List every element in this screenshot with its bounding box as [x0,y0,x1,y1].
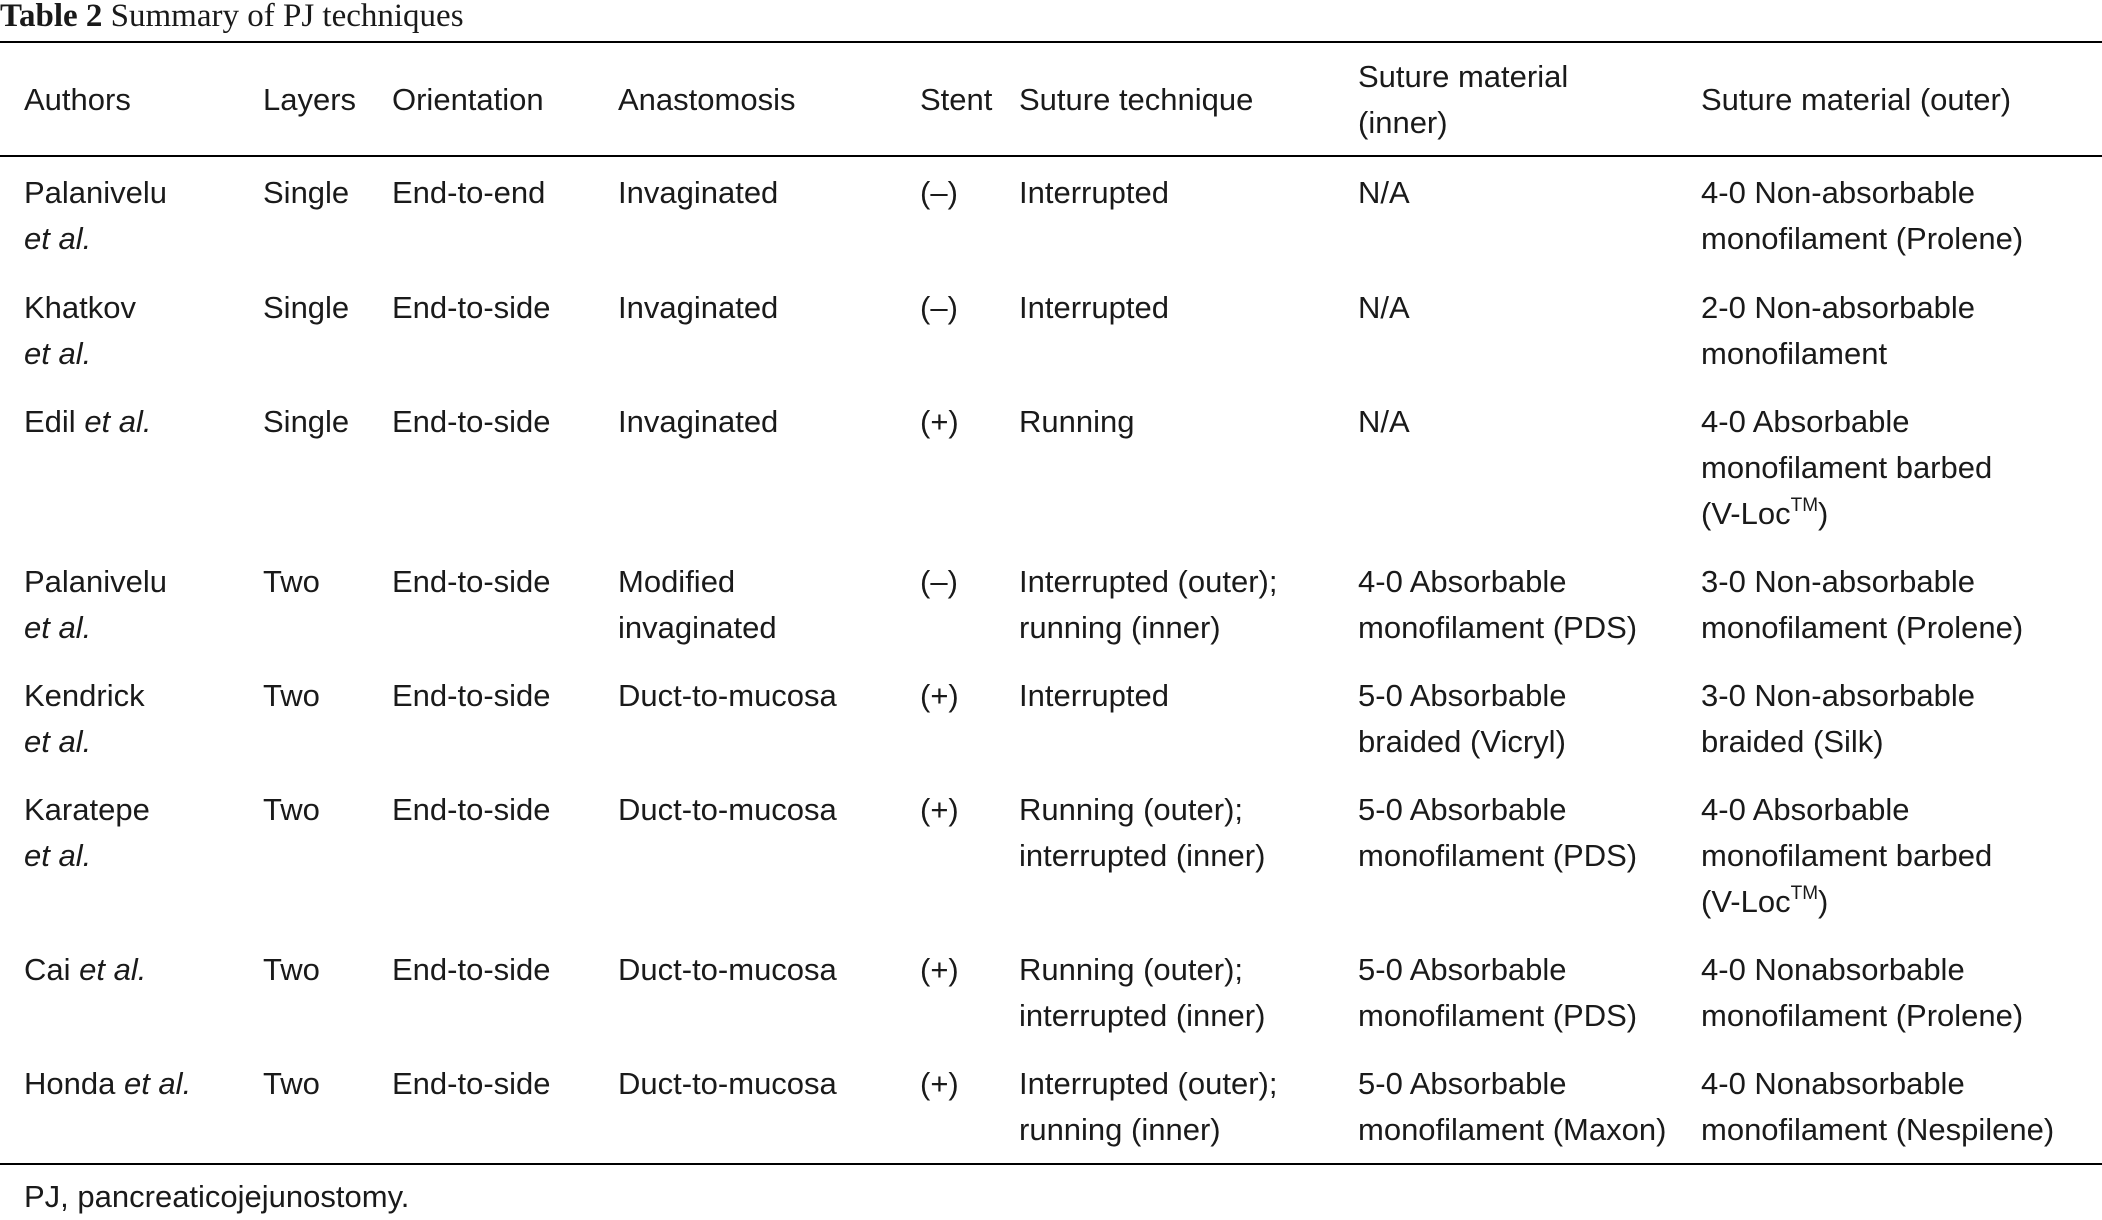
anastomosis-line: Duct-to-mucosa [618,952,837,987]
orientation-cell [392,947,551,993]
author-name: Honda [24,1066,124,1101]
suture-outer-line [1701,879,1992,925]
suture-technique-line: Interrupted [1019,678,1169,713]
table-footnote: PJ, pancreaticojejunostomy. [24,1179,410,1214]
suture-technique-line: interrupted (inner) [1019,998,1266,1033]
suture-outer-cell [1701,947,2023,1039]
layers-cell [263,399,349,445]
anastomosis-line: Invaginated [618,404,779,439]
suture-outer-cell [1701,399,1992,537]
orientation-value: End-to-side [392,564,551,599]
suture-inner-line: monofilament (Maxon) [1358,1112,1667,1147]
suture-inner-cell [1358,787,1637,879]
stent-cell [920,1061,959,1107]
layers-value: Two [263,952,320,987]
header-layers: Layers [263,82,357,117]
suture-technique-cell [1019,399,1134,445]
layers-value: Single [263,290,350,325]
suture-inner-line: 4-0 Absorbable [1358,564,1567,599]
suture-outer-line: monofilament barbed [1701,838,1993,873]
suture-outer-line: 2-0 Non-absorbable [1701,290,1976,325]
anastomosis-cell [618,1061,837,1107]
suture-outer-line: monofilament (Prolene) [1701,610,2024,645]
table-caption-title: Summary of PJ techniques [110,0,464,34]
author-etal: et al. [24,838,92,873]
anastomosis-line: invaginated [618,610,777,645]
header-stent: Stent [920,82,993,117]
suture-inner-line: monofilament (PDS) [1358,610,1638,645]
author-line [24,399,152,445]
closing-paren: ) [1818,496,1829,531]
layers-value: Single [263,404,350,439]
header-suture-outer: Suture material (outer) [1701,82,2012,117]
table-header-rule [0,155,2102,157]
orientation-cell [392,285,551,331]
orientation-cell [392,787,551,833]
suture-outer-line: 4-0 Absorbable [1701,792,1910,827]
suture-outer-cell [1701,673,1975,765]
author-name: Karatepe [24,792,150,827]
author-etal: et al. [24,610,92,645]
suture-outer-cell [1701,787,1992,925]
suture-outer-cell [1701,170,2023,262]
stent-value: (–) [920,290,958,325]
orientation-cell [392,399,551,445]
header-anastomosis: Anastomosis [618,82,796,117]
suture-outer-line: braided (Silk) [1701,724,1884,759]
orientation-value: End-to-side [392,792,551,827]
author-cell [24,787,150,879]
suture-outer-line: monofilament barbed [1701,450,1993,485]
table-caption-label: Table 2 [0,0,103,34]
anastomosis-line: Duct-to-mucosa [618,1066,837,1101]
suture-outer-line: 4-0 Nonabsorbable [1701,952,1965,987]
stent-value: (–) [920,175,958,210]
suture-inner-line: monofilament (PDS) [1358,838,1638,873]
suture-technique-line: Running (outer); [1019,952,1244,987]
author-cell [24,170,167,262]
author-etal: et al. [123,1066,192,1101]
layers-cell [263,285,349,331]
table-bottom-rule [0,1163,2102,1165]
suture-outer-line: 4-0 Nonabsorbable [1701,1066,1965,1101]
suture-technique-cell [1019,947,1265,1039]
layers-value: Two [263,792,320,827]
layers-cell [263,1061,320,1107]
layers-value: Single [263,175,350,210]
suture-outer-line [1701,491,1992,537]
stent-cell [920,399,959,445]
closing-paren: ) [1818,884,1829,919]
header-suture-inner-line-2: (inner) [1358,105,1448,140]
suture-inner-line: 5-0 Absorbable [1358,678,1567,713]
suture-inner-line: braided (Vicryl) [1358,724,1566,759]
stent-cell [920,559,958,605]
suture-outer-cell [1701,559,2023,651]
layers-cell [263,673,320,719]
brand-name: (V-Loc [1701,884,1791,919]
header-suture-inner [1358,54,1568,146]
orientation-value: End-to-side [392,678,551,713]
suture-outer-cell [1701,1061,2054,1153]
suture-technique-cell [1019,170,1169,216]
suture-inner-cell [1358,947,1637,1039]
suture-technique-line: Running (outer); [1019,792,1244,827]
orientation-cell [392,1061,551,1107]
layers-cell [263,170,349,216]
suture-technique-cell [1019,1061,1277,1153]
suture-outer-line: monofilament (Prolene) [1701,221,2024,256]
suture-technique-line: Interrupted (outer); [1019,1066,1278,1101]
suture-inner-cell [1358,399,1410,445]
author-cell [24,1061,191,1107]
author-cell [24,285,136,377]
suture-inner-cell [1358,673,1567,765]
suture-technique-cell [1019,285,1169,331]
author-name: Edil [24,404,85,439]
anastomosis-cell [618,399,778,445]
suture-inner-line: 5-0 Absorbable [1358,792,1567,827]
suture-outer-cell [1701,285,1975,377]
stent-cell [920,947,959,993]
suture-technique-cell [1019,787,1265,879]
stent-value: (+) [920,678,959,713]
author-name: Kendrick [24,678,145,713]
anastomosis-cell [618,673,837,719]
anastomosis-cell [618,285,778,331]
suture-technique-line: Interrupted (outer); [1019,564,1278,599]
orientation-value: End-to-end [392,175,546,210]
anastomosis-line: Modified [618,564,736,599]
author-line [24,1061,191,1107]
layers-value: Two [263,1066,320,1101]
author-etal: et al. [84,404,152,439]
author-cell [24,947,146,993]
suture-outer-line: 3-0 Non-absorbable [1701,678,1976,713]
author-etal: et al. [24,724,92,759]
anastomosis-cell [618,559,777,651]
header-orientation: Orientation [392,82,544,117]
suture-technique-line: Interrupted [1019,290,1169,325]
stent-cell [920,285,958,331]
suture-inner-line: monofilament (PDS) [1358,998,1638,1033]
anastomosis-line: Invaginated [618,175,779,210]
suture-technique-line: interrupted (inner) [1019,838,1266,873]
suture-technique-cell [1019,673,1169,719]
header-suture-inner-line-1: Suture material [1358,59,1569,94]
orientation-cell [392,559,551,605]
layers-cell [263,947,320,993]
suture-technique-cell [1019,559,1277,651]
suture-inner-cell [1358,1061,1666,1153]
orientation-value: End-to-side [392,1066,551,1101]
author-etal: et al. [24,336,92,371]
suture-outer-line: 3-0 Non-absorbable [1701,564,1976,599]
stent-value: (+) [920,792,959,827]
author-name: Palanivelu [24,564,168,599]
suture-outer-line: monofilament (Prolene) [1701,998,2024,1033]
stent-cell [920,170,958,216]
anastomosis-line: Duct-to-mucosa [618,792,837,827]
stent-value: (+) [920,1066,959,1101]
table-caption [0,0,464,34]
trademark-mark: TM [1790,883,1819,904]
orientation-value: End-to-side [392,404,551,439]
suture-outer-line: 4-0 Non-absorbable [1701,175,1976,210]
stent-cell [920,673,959,719]
author-name: Cai [24,952,80,987]
layers-value: Two [263,678,320,713]
suture-inner-cell [1358,559,1637,651]
author-cell [24,559,167,651]
suture-outer-line: 4-0 Absorbable [1701,404,1910,439]
orientation-value: End-to-side [392,290,551,325]
stent-value: (+) [920,952,959,987]
anastomosis-cell [618,170,778,216]
layers-cell [263,559,320,605]
orientation-value: End-to-side [392,952,551,987]
suture-technique-line: Running [1019,404,1135,439]
suture-outer-line: monofilament [1701,336,1888,371]
anastomosis-cell [618,787,837,833]
author-etal: et al. [24,221,92,256]
header-authors: Authors [24,82,131,117]
stent-value: (–) [920,564,958,599]
brand-name: (V-Loc [1701,496,1791,531]
suture-inner-line: 5-0 Absorbable [1358,952,1567,987]
author-line [24,947,146,993]
suture-outer-line: monofilament (Nespilene) [1701,1112,2055,1147]
author-cell [24,673,145,765]
anastomosis-cell [618,947,837,993]
suture-technique-line: running (inner) [1019,1112,1221,1147]
suture-inner-line: N/A [1358,175,1410,210]
trademark-mark: TM [1790,495,1819,516]
layers-value: Two [263,564,320,599]
author-name: Khatkov [24,290,137,325]
layers-cell [263,787,320,833]
stent-cell [920,787,959,833]
anastomosis-line: Invaginated [618,290,779,325]
suture-technique-line: Interrupted [1019,175,1169,210]
suture-inner-line: 5-0 Absorbable [1358,1066,1567,1101]
suture-inner-cell [1358,170,1410,216]
table-top-rule [0,41,2102,43]
orientation-cell [392,170,545,216]
suture-inner-line: N/A [1358,404,1410,439]
header-suture-technique: Suture technique [1019,82,1254,117]
suture-technique-line: running (inner) [1019,610,1221,645]
orientation-cell [392,673,551,719]
author-name: Palanivelu [24,175,168,210]
suture-inner-cell [1358,285,1410,331]
stent-value: (+) [920,404,959,439]
author-cell [24,399,152,445]
suture-inner-line: N/A [1358,290,1410,325]
author-etal: et al. [79,952,147,987]
anastomosis-line: Duct-to-mucosa [618,678,837,713]
